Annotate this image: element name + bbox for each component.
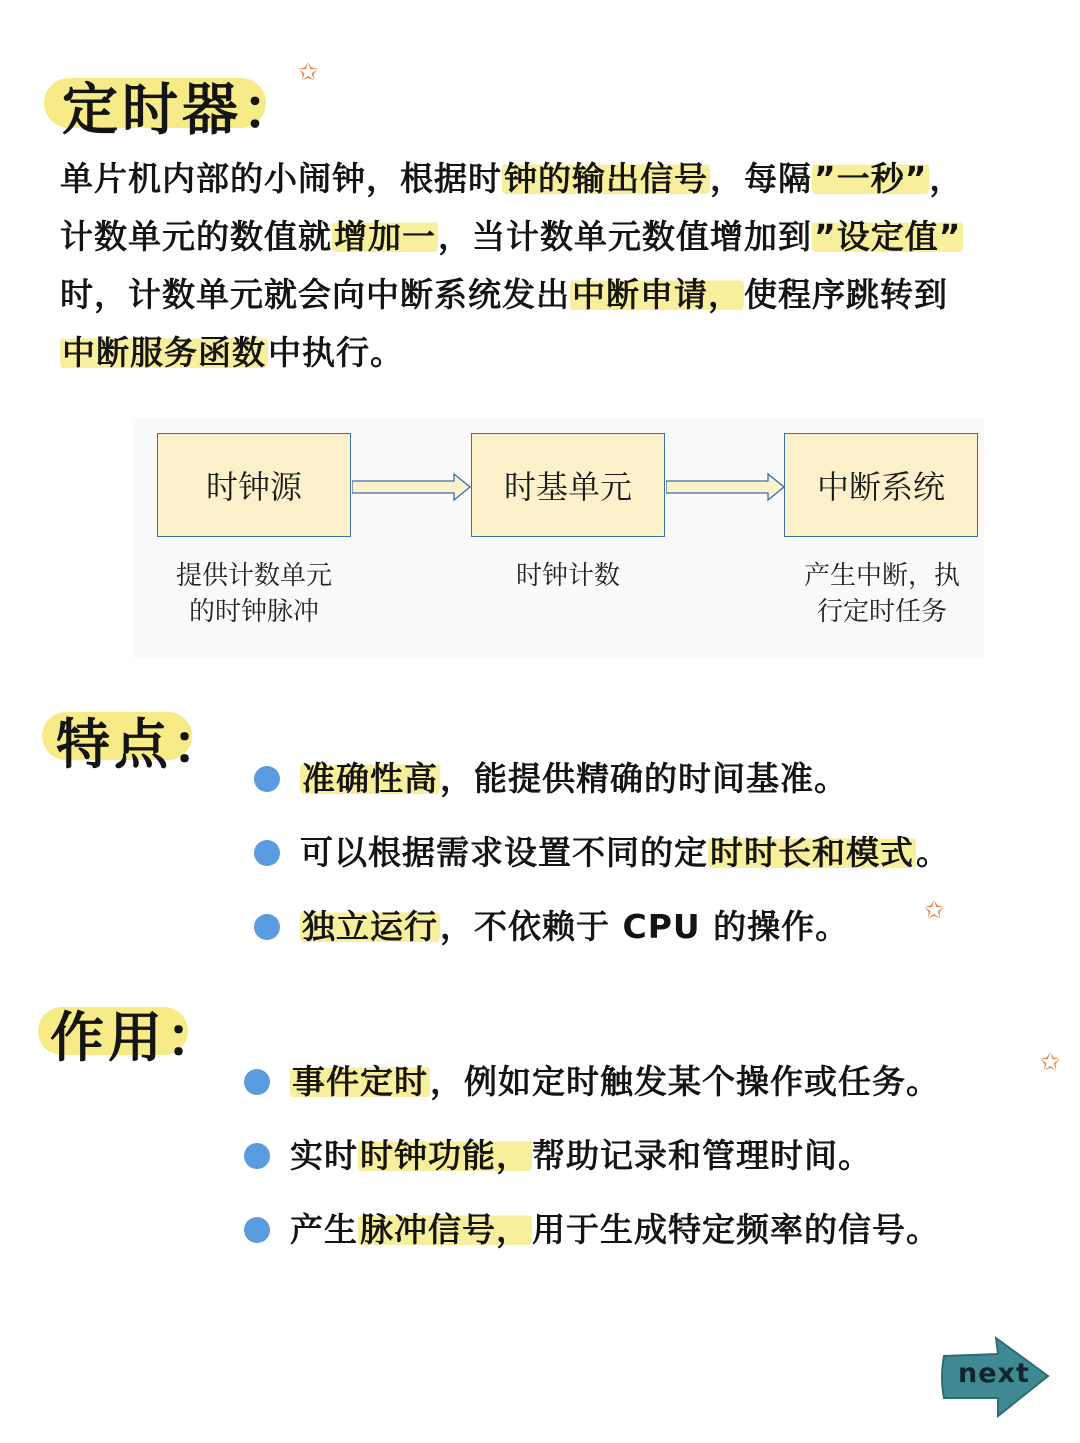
text-segment: 产生 (290, 1210, 358, 1249)
text-segment: ， (929, 159, 964, 198)
highlighted-text: 时钟功能， (360, 1136, 530, 1175)
list-item (244, 1119, 940, 1193)
highlighted-text: 钟的输出信号 (504, 159, 708, 198)
text-segment: ，能提供精确的时间基准。 (440, 759, 848, 798)
list-item (254, 816, 950, 890)
highlighted-text: 独立运行 (302, 907, 438, 946)
paragraph-line (60, 150, 1060, 208)
star-icon: ✩ (924, 896, 945, 924)
text-segment: 计数单元的数值就 (60, 217, 332, 256)
paragraph-line (60, 324, 1060, 382)
text-segment: 单片机内部的小闹钟，根据时 (60, 159, 502, 198)
highlighted-text: 中断申请， (572, 275, 742, 314)
star-icon: ✩ (298, 58, 319, 86)
node-interrupt-system: 中断系统 (784, 433, 978, 537)
node-description: 产生中断，执 行定时任务 (803, 561, 960, 627)
text-segment: 用于生成特定频率的信号。 (532, 1210, 940, 1249)
highlighted-text: 准确性高 (302, 759, 438, 798)
section-title-timer: 定时器： (62, 66, 302, 146)
right-arrow-icon (666, 472, 786, 502)
intro-paragraph (60, 150, 1060, 382)
timer-flow-diagram (132, 418, 984, 658)
node-description: 时钟计数 (515, 561, 620, 591)
bullet-dot (244, 1143, 270, 1169)
section-title-features: 特点： (56, 702, 230, 779)
highlighted-text: 事件定时 (292, 1062, 428, 1101)
paragraph-line (60, 208, 1060, 266)
text-segment: ，例如定时触发某个操作或任务。 (430, 1062, 940, 1101)
text-segment: ，当计数单元数值增加到 (438, 217, 812, 256)
star-icon: ✩ (1040, 1048, 1061, 1076)
bullet-dot (244, 1069, 270, 1095)
highlighted-text: ”一秒” (814, 159, 928, 198)
highlighted-text: ”设定值” (814, 217, 962, 256)
bullet-dot (254, 840, 280, 866)
list-item (254, 742, 950, 816)
text-segment: 。 (916, 833, 950, 872)
text-segment: 可以根据需求设置不同的定 (300, 833, 708, 872)
text-segment: ，不依赖于 CPU 的操作。 (440, 907, 850, 946)
text-segment: ，每隔 (710, 159, 812, 198)
text-segment: 中执行。 (268, 333, 404, 372)
bullet-dot (254, 766, 280, 792)
section-title-uses: 作用： (50, 995, 224, 1072)
text-segment: 时，计数单元就会向中断系统发出 (60, 275, 570, 314)
text-segment: 帮助记录和管理时间。 (532, 1136, 872, 1175)
node-clock-source: 时钟源 (157, 433, 351, 537)
uses-list (244, 1045, 940, 1267)
features-list (254, 742, 950, 964)
bullet-dot (244, 1217, 270, 1243)
next-button[interactable]: next (938, 1334, 1052, 1420)
text-segment: 使程序跳转到 (744, 275, 948, 314)
text-segment: 实时 (290, 1136, 358, 1175)
highlighted-text: 增加一 (334, 217, 436, 256)
list-item (244, 1193, 940, 1267)
highlighted-text: 脉冲信号， (360, 1210, 530, 1249)
node-timebase-unit: 时基单元 (471, 433, 665, 537)
list-item (254, 890, 950, 964)
bullet-dot (254, 914, 280, 940)
right-arrow-icon (352, 472, 472, 502)
highlighted-text: 中断服务函数 (62, 333, 266, 372)
highlighted-text: 时时长和模式 (710, 833, 914, 872)
paragraph-line (60, 266, 1060, 324)
list-item (244, 1045, 940, 1119)
node-description: 提供计数单元 的时钟脉冲 (175, 561, 332, 627)
